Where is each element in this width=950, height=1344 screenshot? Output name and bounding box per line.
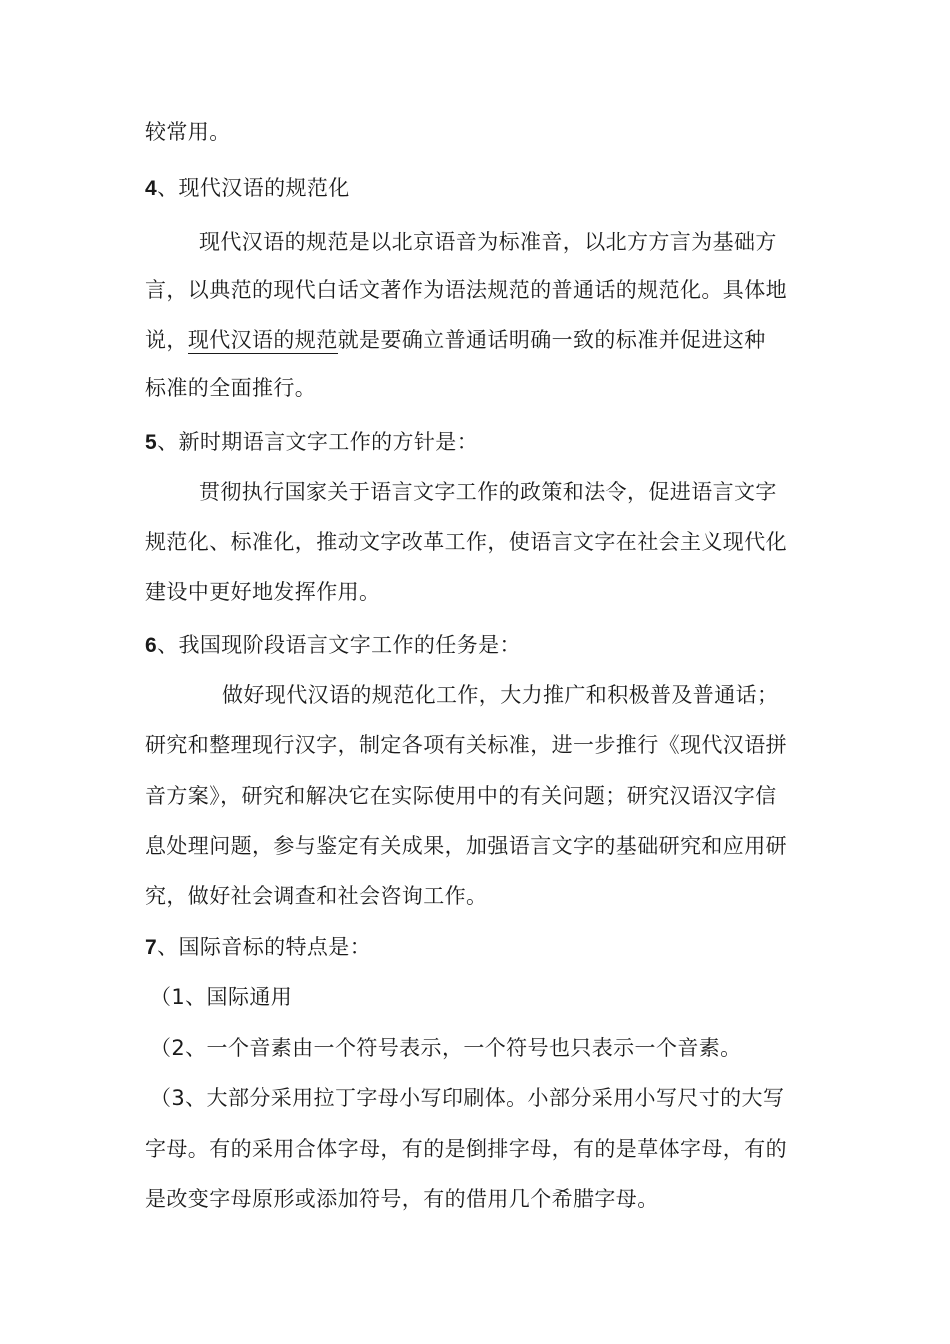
heading-text: 、现代汉语的规范化 — [157, 176, 350, 200]
underlined-phrase: 现代汉语的规范 — [187, 328, 338, 352]
heading-text: 、国际音标的特点是： — [157, 935, 372, 959]
section-heading-7 — [145, 932, 825, 963]
body-text-line: 较常用。 — [145, 120, 231, 144]
heading-number: 7 — [145, 936, 158, 959]
list-item: （3、大部分采用拉丁字母小写印刷体。小部分采用小写尺寸的大写 — [150, 1086, 785, 1110]
list-item: （1、国际通用 — [150, 985, 293, 1009]
body-text-line: 究，做好社会调查和社会咨询工作。 — [145, 884, 488, 908]
body-text-line: 研究和整理现行汉字，制定各项有关标准，进一步推行《现代汉语拼 — [145, 733, 787, 757]
body-text-line: 规范化、标准化，推动文字改革工作，使语言文字在社会主义现代化 — [145, 530, 787, 554]
body-text-line: 标准的全面推行。 — [145, 376, 317, 400]
body-text-line: 是改变字母原形或添加符号，有的借用几个希腊字母。 — [145, 1187, 659, 1211]
heading-number: 6 — [145, 634, 158, 657]
section-heading-6 — [145, 630, 825, 661]
body-text-line: 音方案》，研究和解决它在实际使用中的有关问题；研究汉语汉字信 — [145, 784, 777, 808]
text-prefix: 说， — [145, 328, 188, 352]
body-text-line: 言，以典范的现代白话文著作为语法规范的普通话的规范化。具体地 — [145, 278, 787, 302]
section-heading-4 — [145, 173, 825, 204]
body-text-line: 建设中更好地发挥作用。 — [145, 580, 381, 604]
body-text-line: 息处理问题，参与鉴定有关成果，加强语言文字的基础研究和应用研 — [145, 834, 787, 858]
heading-text: 、新时期语言文字工作的方针是： — [157, 430, 479, 454]
list-item: （2、一个音素由一个符号表示，一个符号也只表示一个音素。 — [150, 1036, 742, 1060]
heading-number: 4 — [145, 177, 158, 200]
section-heading-5 — [145, 427, 825, 458]
body-text-line: 现代汉语的规范是以北京语音为标准音，以北方方言为基础方 — [199, 230, 777, 254]
body-text-line: 字母。有的采用合体字母，有的是倒排字母，有的是草体字母，有的 — [145, 1137, 787, 1161]
text-suffix: 就是要确立普通话明确一致的标准并促进这种 — [337, 328, 766, 352]
heading-text: 、我国现阶段语言文字工作的任务是： — [157, 633, 521, 657]
body-text-line — [145, 325, 825, 355]
body-text-line: 做好现代汉语的规范化工作，大力推广和积极普及普通话； — [222, 683, 779, 707]
heading-number: 5 — [145, 431, 158, 454]
body-text-line: 贯彻执行国家关于语言文字工作的政策和法令，促进语言文字 — [199, 480, 777, 504]
